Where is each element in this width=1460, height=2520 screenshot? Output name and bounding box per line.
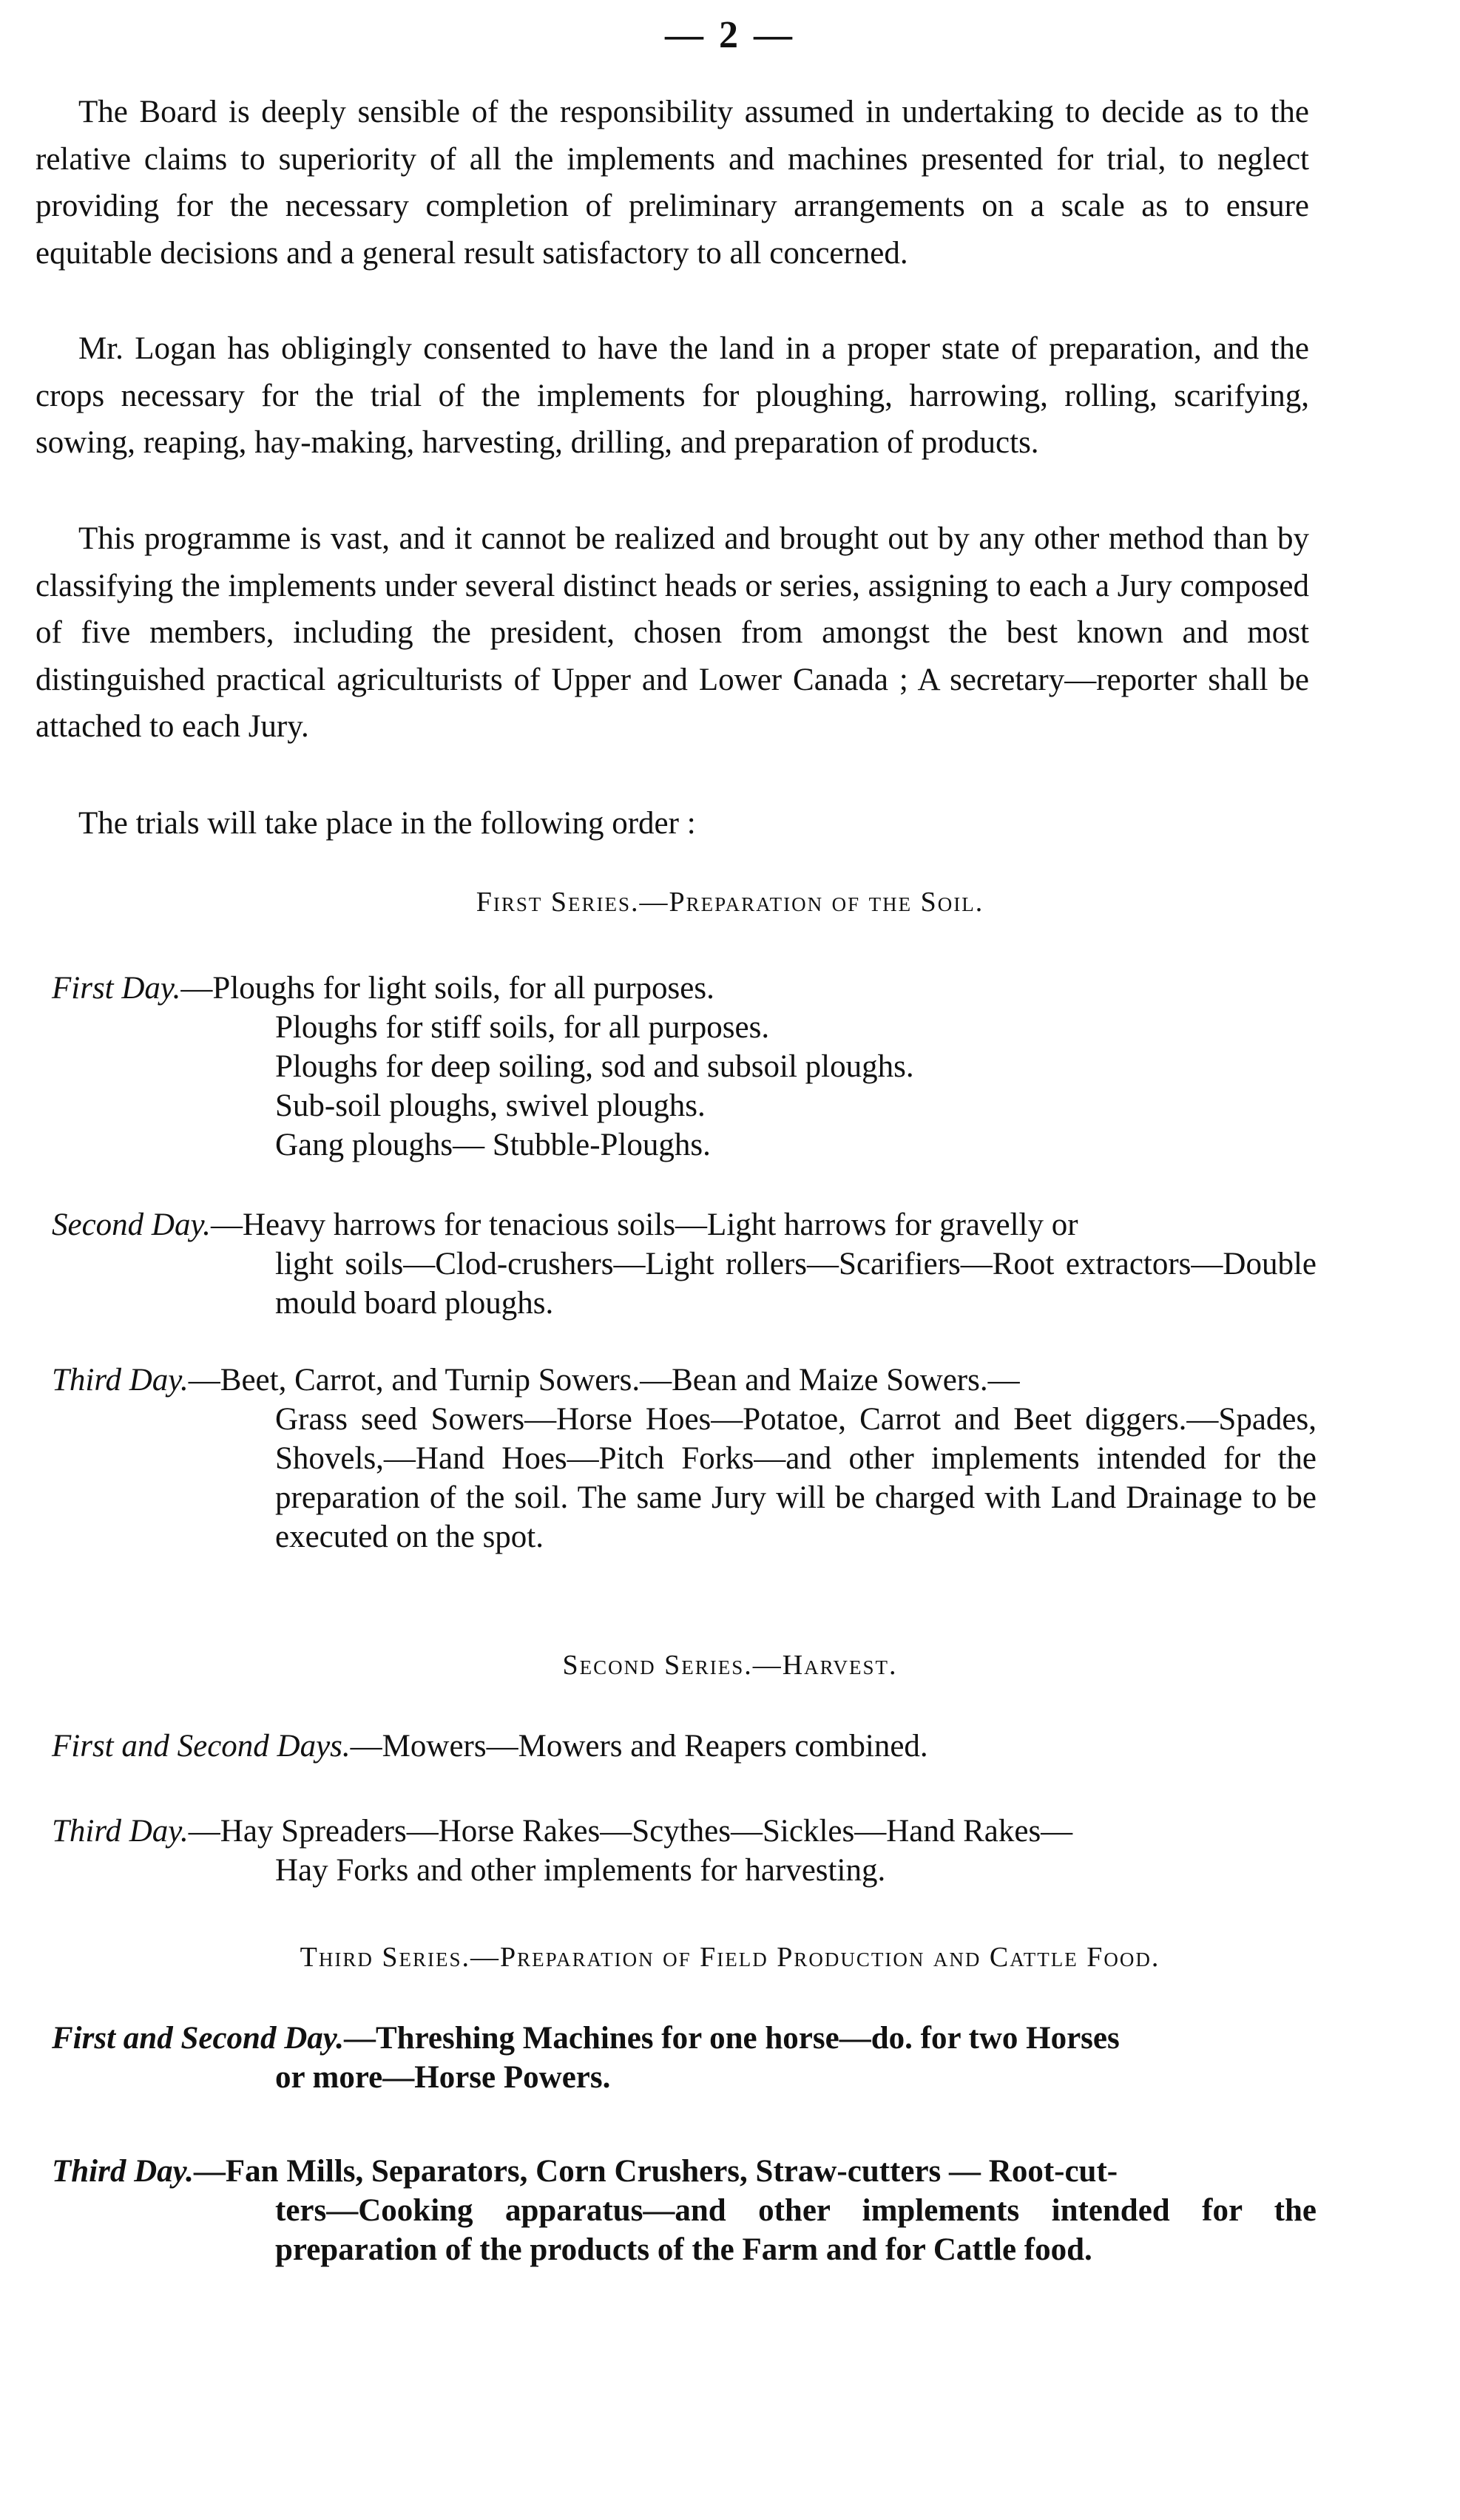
entry-line: Sub-soil ploughs, swivel ploughs. [275,1088,706,1123]
entry-products-third-day [52,2152,1317,2269]
page-number: — 2 — [665,14,795,56]
entry-line: light soils—Clod-crushers—Light rollers—Scarifiers—Root extractors—Double mould board ploughs. [275,1247,1317,1321]
entry-line: Hay Forks and other implements for harvesting. [275,1853,886,1888]
entry-line: —Beet, Carrot, and Turnip Sowers.—Bean and Maize Sowers.— [188,1363,1020,1398]
entry-harvest-third-day [52,1812,1317,1890]
entry-label: First and Second Day. [52,2021,344,2056]
series-heading-first: First Series.—Preparation of the Soil. [476,887,984,918]
entry-label: First Day. [52,971,181,1006]
entry-label: First and Second Days. [52,1729,351,1764]
paragraph-trials-order: The trials will take place in the following order : [78,806,696,841]
entry-line: —Ploughs for light soils, for all purposes. [180,971,714,1006]
entry-line: —Hay Spreaders—Horse Rakes—Scythes—Sickles—Hand Rakes— [188,1814,1073,1849]
entry-line: or more—Horse Powers. [275,2060,611,2095]
entry-threshing-days [52,2019,1317,2097]
entry-first-day [52,969,1317,1165]
entry-line: —Fan Mills, Separators, Corn Crushers, Straw-cutters — Root-cut- [193,2154,1118,2189]
series-heading-second: Second Series.—Harvest. [562,1650,898,1681]
series-heading-third: Third Series.—Preparation of Field Production and Cattle Food. [300,1942,1160,1973]
entry-label: Third Day. [52,1814,189,1849]
entry-line: Ploughs for deep soiling, sod and subsoil ploughs. [275,1049,914,1084]
entry-line: Grass seed Sowers—Horse Hoes—Potatoe, Carrot and Beet diggers.—Spades, Shovels,—Hand Hoes—Pitch Forks—and other implements intended for the preparation of the soil. The same Jury will be charged with Land Drainage to be executed on the spot. [275,1402,1317,1554]
entry-second-day [52,1205,1317,1323]
entry-first-second-days [52,1727,1317,1766]
entry-third-day [52,1361,1317,1557]
paragraph-programme: This programme is vast, and it cannot be realized and brought out by any other method than by classifying the implements under several distinct heads or series, assigning to each a Jury composed of five members, including the president, chosen from amongst the best known and most distinguished practical agriculturists of Upper and Lower Canada ; A secretary—reporter shall be attached to each Jury. [36,521,1309,744]
entry-line: Gang ploughs— Stubble-Ploughs. [275,1128,711,1162]
entry-label: Third Day. [52,1363,189,1398]
entry-label: Third Day. [52,2154,194,2189]
entry-line: Ploughs for stiff soils, for all purposes. [275,1010,770,1045]
paragraph-logan: Mr. Logan has obligingly consented to have the land in a proper state of preparation, and the crops necessary for the trial of the implements for ploughing, harrowing, rolling, scarifying, sowing, reaping, hay-making, harvesting, drilling, and preparation of products. [36,331,1309,460]
entry-line: ters—Cooking apparatus—and other implements intended for the preparation of the products of the Farm and for Cattle food. [275,2193,1317,2267]
entry-line: —Heavy harrows for tenacious soils—Light harrows for gravelly or [210,1208,1078,1242]
entry-label: Second Day. [52,1208,211,1242]
paragraph-board: The Board is deeply sensible of the responsibility assumed in undertaking to decide as to the relative claims to superiority of all the implements and machines presented for trial, to neglect providing for the necessary completion of preliminary arrangements on a scale as to ensure equitable decisions and a general result satisfactory to all concerned. [36,95,1309,271]
entry-line: —Mowers—Mowers and Reapers combined. [350,1729,928,1764]
entry-line: —Threshing Machines for one horse—do. for two Horses [344,2021,1120,2056]
